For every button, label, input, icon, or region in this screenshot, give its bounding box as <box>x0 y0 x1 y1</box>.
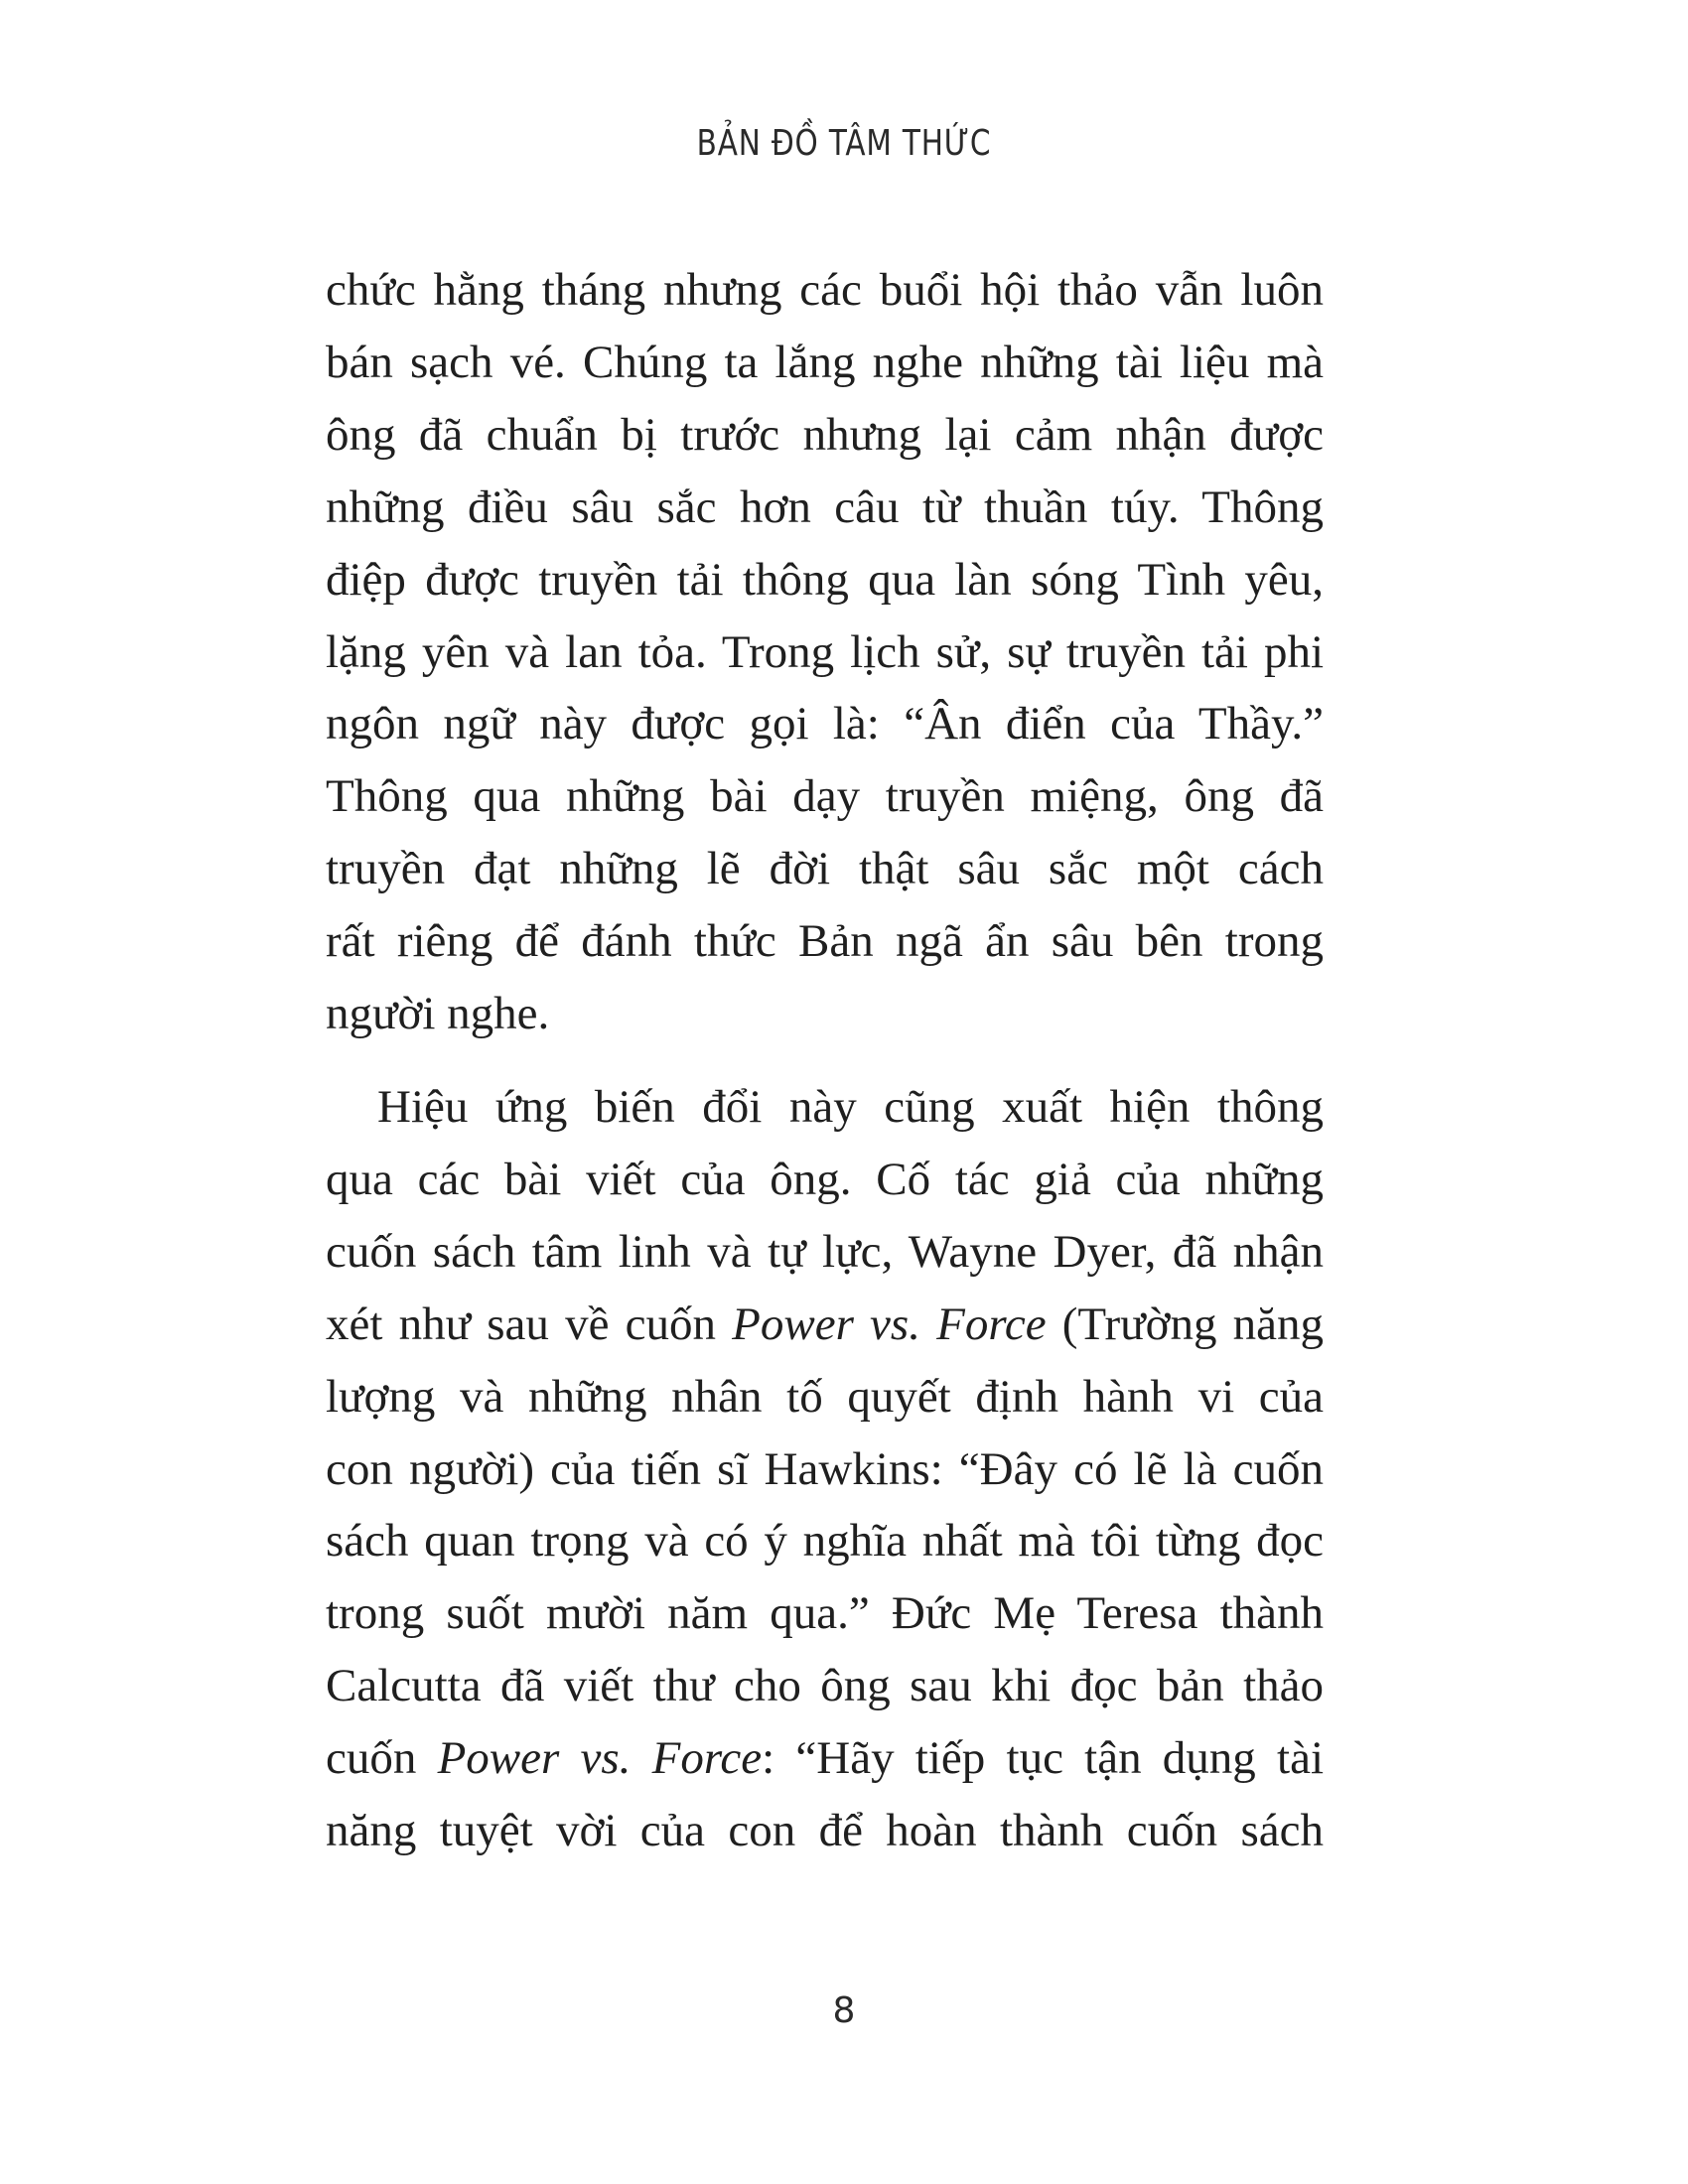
text-segment: rất riêng để đánh thức Bản ngã ẩn sâu bên trong <box>326 915 1324 968</box>
text-line <box>326 1583 1324 1643</box>
text-line <box>326 1656 1324 1715</box>
text-line <box>326 1295 1324 1354</box>
text-line <box>326 1222 1324 1282</box>
text-segment: : “Hãy tiếp tục tận dụng tài <box>762 1732 1324 1785</box>
text-segment: sách quan trọng và có ý nghĩa nhất mà tôi từng đọc <box>326 1515 1324 1568</box>
text-segment: truyền đạt những lẽ đời thật sâu sắc một cách <box>326 843 1324 895</box>
text-line <box>326 333 1324 392</box>
text-segment: năng tuyệt vời của con để hoàn thành cuốn sách <box>326 1805 1324 1856</box>
text-segment: trong suốt mười năm qua.” Đức Mẹ Teresa thành <box>326 1587 1324 1640</box>
text-segment: lặng yên và lan tỏa. Trong lịch sử, sự truyền tải phi <box>326 625 1324 678</box>
text-line <box>326 1439 1324 1499</box>
book-title-italic: Power vs. Force <box>437 1732 763 1785</box>
page-number: 8 <box>832 1990 856 2031</box>
text-line <box>326 1077 1324 1137</box>
text-segment: cuốn <box>326 1732 438 1785</box>
text-segment: điệp được truyền tải thông qua làn sóng Tình yêu, <box>326 553 1324 606</box>
text-segment: ông đã chuẩn bị trước nhưng lại cảm nhận được <box>326 408 1324 461</box>
text-line <box>326 1150 1324 1209</box>
text-segment: cuốn sách tâm linh và tự lực, Wayne Dyer, đã nhận <box>326 1225 1324 1278</box>
text-line <box>326 1801 1324 1860</box>
text-segment: ngôn ngữ này được gọi là: “Ân điển của Thầy.” <box>326 698 1324 751</box>
text-segment: con người) của tiến sĩ Hawkins: “Đây có lẽ là cuốn <box>326 1442 1324 1495</box>
text-line <box>326 839 1324 898</box>
text-line <box>326 694 1324 753</box>
text-segment: Calcutta đã viết thư cho ông sau khi đọc bản thảo <box>326 1660 1324 1712</box>
text-segment: lượng và những nhân tố quyết định hành vi của <box>326 1370 1324 1423</box>
running-header-title: BẢN ĐỒ TÂM THỨC <box>696 123 992 164</box>
text-line <box>326 984 1324 1043</box>
text-segment: qua các bài viết của ông. Cố tác giả của những <box>326 1153 1324 1205</box>
text-line <box>326 1728 1324 1788</box>
text-line <box>326 766 1324 826</box>
text-segment: bán sạch vé. Chúng ta lắng nghe những tài liệu mà <box>326 336 1324 388</box>
text-line <box>326 550 1324 610</box>
text-segment: (Trường năng <box>1046 1297 1325 1350</box>
text-segment: chức hằng tháng nhưng các buổi hội thảo vẫn luôn <box>326 264 1324 316</box>
text-line <box>326 622 1324 682</box>
text-line <box>326 911 1324 971</box>
text-line <box>326 405 1324 465</box>
text-line <box>326 1511 1324 1570</box>
text-segment: Thông qua những bài dạy truyền miệng, ông đã <box>326 770 1324 823</box>
text-segment: những điều sâu sắc hơn câu từ thuần túy. Thông <box>326 480 1324 533</box>
text-line <box>326 478 1324 537</box>
text-line <box>326 1367 1324 1427</box>
text-segment: người nghe. <box>326 988 550 1039</box>
text-segment: Hiệu ứng biến đổi này cũng xuất hiện thông <box>377 1081 1324 1133</box>
text-segment: xét như sau về cuốn <box>326 1297 733 1350</box>
text-line <box>326 260 1324 320</box>
book-title-italic: Power vs. Force <box>732 1297 1047 1350</box>
